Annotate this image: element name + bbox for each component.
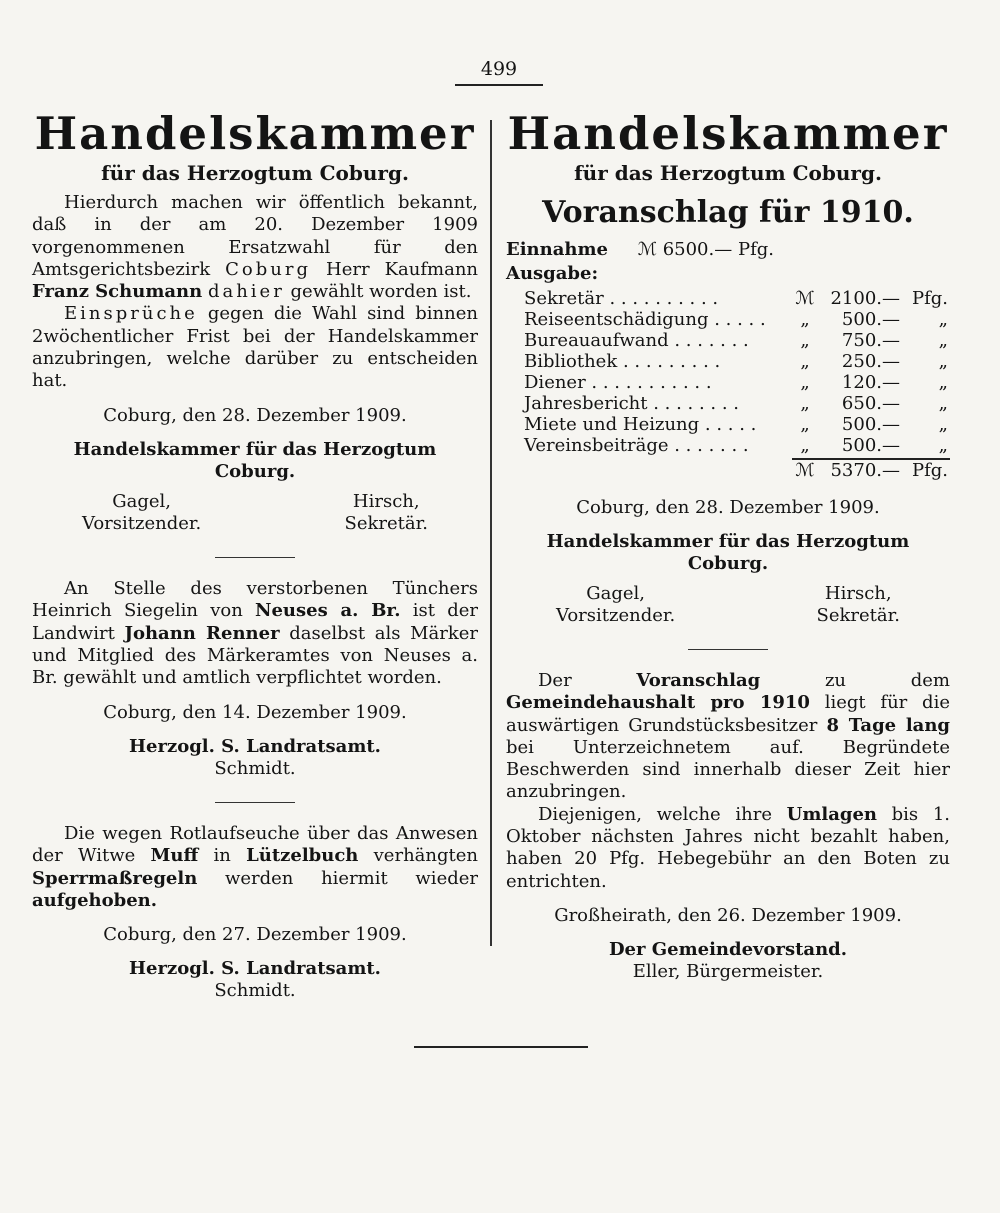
expense-unit: „ — [938, 435, 948, 456]
notice-gemeinde-signature: Eller, Bürgermeister. — [632, 960, 824, 982]
signature-left — [82, 491, 201, 535]
text-segment: aufgehoben. — [32, 890, 158, 912]
signer-role: Vorsitzender. — [82, 512, 202, 534]
notice-election-text — [32, 192, 478, 303]
notice-rotlauf-date: Coburg, den 27. Dezember 1909. — [103, 924, 407, 946]
notice-gemeinde-org: Der Gemeindevorstand. — [608, 938, 848, 960]
expense-currency: „ — [800, 435, 810, 456]
text-segment: verhängten — [358, 845, 478, 867]
expense-currency: „ — [800, 351, 810, 372]
expense-amount: 500.— — [841, 309, 900, 330]
text-segment: dahier — [207, 281, 285, 303]
expense-label-text: Bibliothek . . . . . . . . . — [524, 351, 721, 372]
expense-amount: 750.— — [841, 330, 900, 351]
text-segment: ist der Landwirt — [32, 600, 478, 644]
text-segment: Der — [538, 670, 637, 691]
text-segment: Gemeindehaushalt pro 1910 — [506, 692, 810, 714]
expense-row — [506, 372, 950, 393]
expense-currency: „ — [800, 372, 810, 393]
separator — [688, 649, 768, 651]
expense-unit: „ — [938, 351, 948, 372]
text-segment: gewählt worden ist. — [284, 281, 472, 303]
signer-role: Vorsitzender. — [556, 604, 676, 626]
text-segment: in — [198, 845, 247, 867]
total-amount: 5370.— — [830, 459, 900, 481]
notice-election-org: Handelskammer für das Herzogtum Coburg. — [73, 438, 437, 482]
expense-amount: 500.— — [841, 435, 900, 456]
person-name: Johann Renner — [124, 622, 280, 644]
person-name: Muff — [150, 845, 199, 867]
income-value: 6500.— Pfg. — [662, 239, 774, 260]
left-column — [32, 108, 478, 1002]
left-subtitle: für das Herzogtum Coburg. — [101, 161, 409, 185]
expense-currency: „ — [800, 393, 810, 414]
expense-currency: „ — [800, 330, 810, 351]
left-title: Handelskammer — [34, 107, 476, 160]
right-column — [506, 108, 950, 983]
notice-rotlauf-signature: Schmidt. — [214, 980, 296, 1002]
budget-org: Handelskammer für das Herzogtum Coburg. — [546, 530, 910, 574]
expense-unit: „ — [938, 309, 948, 330]
expense-row — [506, 288, 950, 309]
notice-gemeinde-date: Großheirath, den 26. Dezember 1909. — [554, 904, 902, 926]
total-unit: Pfg. — [911, 459, 948, 481]
expense-amount: 500.— — [841, 414, 900, 435]
text-segment: zu dem — [760, 670, 950, 691]
expense-row — [506, 393, 950, 414]
text-segment: werden hiermit wieder — [197, 867, 478, 889]
expense-amount: 120.— — [841, 372, 900, 393]
notice-maerker-text — [32, 578, 478, 689]
expense-row — [506, 330, 950, 351]
expense-amount: 2100.— — [830, 288, 900, 309]
expense-row — [506, 414, 950, 435]
text-segment: Hierdurch machen wir öffentlich bekannt, daß in der am 20. Dezember 1909 vorgenommenen Ersatzwahl für den Amtsgerichtsbezirk — [32, 192, 478, 280]
text-segment: Diejenigen, welche ihre — [538, 803, 787, 825]
text-segment: Voranschlag — [636, 670, 761, 691]
place-name: Coburg — [225, 258, 312, 280]
text-segment: Herr Kaufmann — [311, 258, 478, 280]
expense-label-text: Reiseentschädigung . . . . . — [524, 309, 766, 330]
separator — [215, 557, 295, 559]
page-number: 499 — [480, 58, 518, 80]
notice-election-date: Coburg, den 28. Dezember 1909. — [103, 404, 407, 426]
signer-role: Sekretär. — [344, 512, 428, 534]
notice-gemeinde-fee — [506, 804, 950, 893]
budget-income — [506, 238, 950, 262]
person-name: Franz Schumann — [32, 281, 203, 303]
notice-rotlauf-org: Herzogl. S. Landratsamt. — [129, 958, 381, 980]
expense-unit: Pfg. — [911, 288, 948, 309]
text-segment: gegen die Wahl sind binnen 2wöchentlicher Frist bei der Handelskammer anzubringen, welche darüber zu entscheiden hat. — [32, 303, 478, 392]
signer-name: Gagel, — [112, 490, 172, 512]
budget-date: Coburg, den 28. Dezember 1909. — [576, 496, 880, 518]
text-segment: An Stelle des verstorbenen Tünchers Heinrich Siegelin von — [32, 578, 478, 622]
right-subtitle: für das Herzogtum Coburg. — [574, 161, 882, 185]
expense-unit: „ — [938, 372, 948, 393]
text-segment: daselbst als Märker und Mitglied des Märkeramtes von Neuses a. Br. gewählt und amtlich verpflichtet worden. — [32, 622, 479, 689]
right-title: Handelskammer — [507, 107, 949, 160]
budget-heading: Voranschlag für 1910. — [542, 195, 914, 230]
expense-amount: 650.— — [841, 393, 900, 414]
signer-name: Gagel, — [586, 582, 646, 604]
expense-label-text: Bureauaufwand . . . . . . . — [524, 330, 749, 351]
expense-label-text: Diener . . . . . . . . . . . — [524, 372, 712, 393]
income-label: Einnahme — [506, 239, 608, 260]
expense-unit: „ — [938, 414, 948, 435]
separator — [215, 802, 295, 804]
notice-maerker-org: Herzogl. S. Landratsamt. — [129, 735, 381, 757]
bottom-rule — [414, 1046, 588, 1048]
expense-label: Ausgabe: — [506, 263, 599, 284]
signature-right — [817, 583, 900, 627]
notice-maerker-date: Coburg, den 14. Dezember 1909. — [103, 701, 407, 723]
expense-unit: „ — [938, 393, 948, 414]
notice-maerker-signature: Schmidt. — [214, 757, 296, 779]
place-name: Neuses a. Br. — [255, 600, 401, 622]
text-segment: Umlagen — [786, 803, 877, 825]
expense-row — [506, 351, 950, 372]
notice-gemeinde — [506, 670, 950, 983]
notice-maerker — [32, 578, 478, 779]
expense-label-text: Sekretär . . . . . . . . . . — [524, 288, 719, 309]
total-currency: ℳ — [795, 459, 815, 481]
signature-left — [556, 583, 675, 627]
expense-unit: „ — [938, 330, 948, 351]
text-segment: Einsprüche — [64, 303, 198, 325]
text-segment: bis 1. Oktober nächsten Jahres nicht bezahlt haben, haben 20 Pfg. Hebegebühr an den Boten zu entrichten. — [506, 803, 950, 892]
signature-right — [345, 491, 428, 535]
expense-label-text: Jahresbericht . . . . . . . . — [524, 393, 740, 414]
total-spacer — [506, 460, 792, 481]
notice-election-signatures — [32, 491, 478, 535]
expense-currency: „ — [800, 309, 810, 330]
notice-rotlauf-text — [32, 823, 478, 912]
expense-amount: 250.— — [841, 351, 900, 372]
notice-election-objection — [32, 303, 478, 392]
expense-currency: „ — [800, 414, 810, 435]
notice-election — [32, 192, 478, 535]
signer-name: Hirsch, — [352, 490, 420, 512]
signer-role: Sekretär. — [816, 604, 900, 626]
income-currency: ℳ — [637, 239, 657, 260]
expense-row — [506, 435, 950, 456]
budget-signatures — [506, 583, 950, 627]
expense-table — [506, 288, 950, 456]
expense-label-text: Miete und Heizung . . . . . — [524, 414, 757, 435]
text-segment: Die wegen Rotlaufseuche über das Anwesen der Witwe — [32, 823, 478, 867]
text-segment: Sperrmaßregeln — [32, 867, 198, 889]
place-name: Lützelbuch — [246, 845, 359, 867]
expense-total — [506, 460, 950, 481]
signer-name: Hirsch, — [824, 582, 892, 604]
text-segment: liegt für die auswärtigen Grundstücksbesitzer — [506, 692, 950, 736]
expense-row — [506, 309, 950, 330]
column-divider — [490, 120, 492, 946]
notice-rotlauf — [32, 823, 478, 1002]
notice-gemeinde-text — [506, 670, 950, 804]
expense-currency: ℳ — [795, 288, 815, 309]
text-segment: 8 Tage lang — [826, 714, 950, 736]
text-segment: bei Unterzeichnetem auf. Begründete Beschwerden sind innerhalb dieser Zeit hier anzubringen. — [506, 736, 950, 803]
page-number-rule — [455, 84, 543, 86]
expense-label-text: Vereinsbeiträge . . . . . . . — [524, 435, 749, 456]
